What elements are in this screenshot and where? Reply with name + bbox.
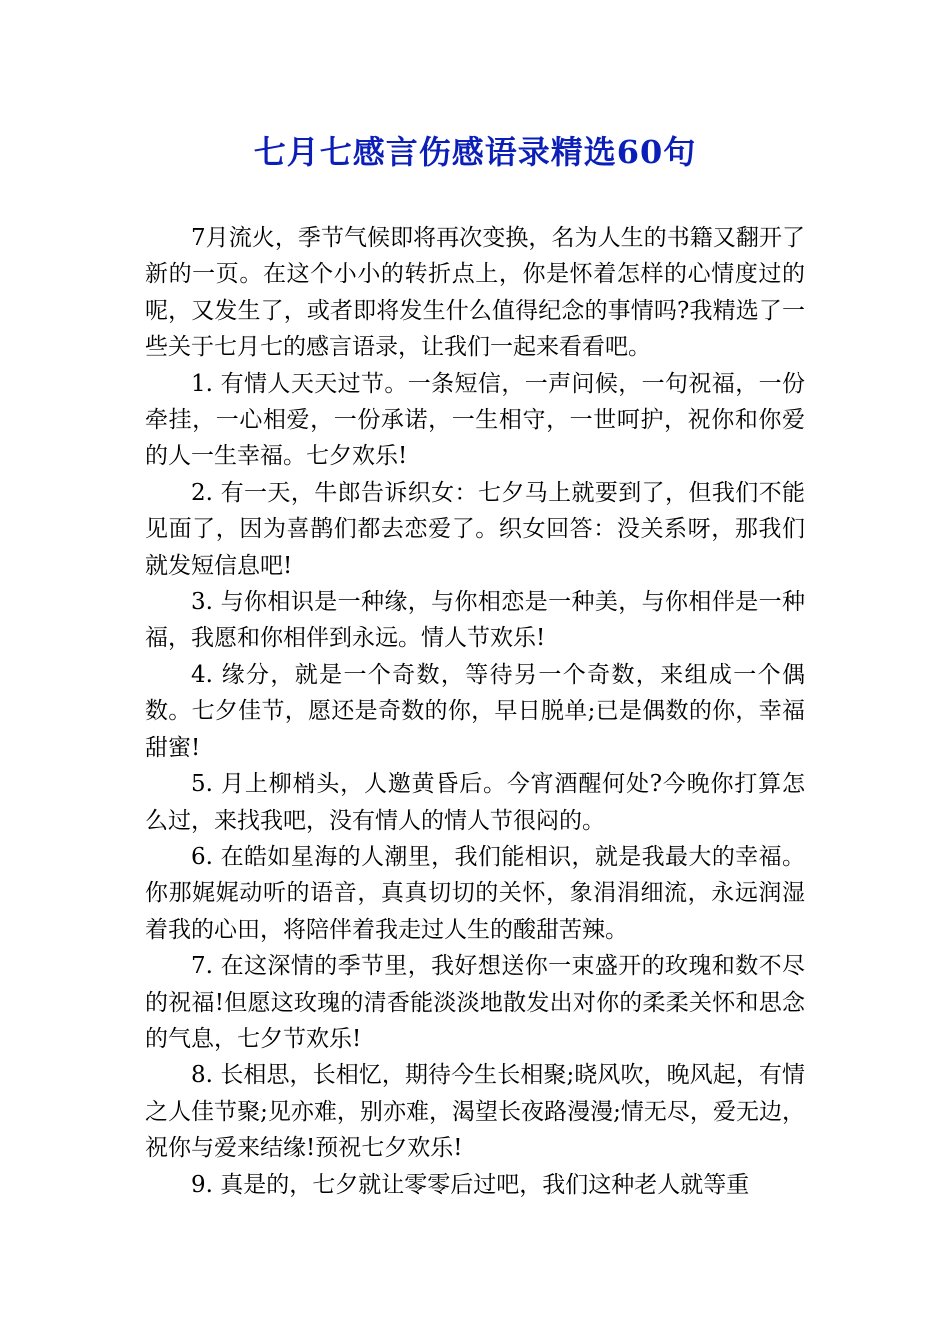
- intro-paragraph: 7月流火，季节气候即将再次变换，名为人生的书籍又翻开了新的一页。在这个小小的转折点上，你是怀着怎样的心情度过的呢，又发生了，或者即将发生什么值得纪念的事情吗?我精选了一些关于七月七的感言语录，让我们一起来看看吧。: [145, 225, 805, 361]
- quote-paragraph: 1. 有情人天天过节。一条短信，一声问候，一句祝福，一份牵挂，一心相爱，一份承诺，一生相守，一世呵护，祝你和你爱的人一生幸福。七夕欢乐!: [145, 370, 805, 470]
- quote-paragraph: 4. 缘分，就是一个奇数，等待另一个奇数，来组成一个偶数。七夕佳节，愿还是奇数的你，早日脱单;已是偶数的你，幸福甜蜜!: [145, 661, 805, 761]
- quote-paragraph: 5. 月上柳梢头，人邀黄昏后。今宵酒醒何处?今晚你打算怎么过，来找我吧，没有情人的情人节很闷的。: [145, 771, 805, 834]
- quote-paragraph: 2. 有一天，牛郎告诉织女：七夕马上就要到了，但我们不能见面了，因为喜鹊们都去恋爱了。织女回答：没关系呀，那我们就发短信息吧!: [145, 479, 805, 579]
- quote-paragraph: 6. 在皓如星海的人潮里，我们能相识，就是我最大的幸福。你那娓娓动听的语音，真真切切的关怀，象涓涓细流，永远润湿着我的心田，将陪伴着我走过人生的酸甜苦辣。: [145, 843, 805, 943]
- quote-paragraph: 8. 长相思，长相忆，期待今生长相聚;晓风吹，晚风起，有情之人佳节聚;见亦难，别亦难，渴望长夜路漫漫;情无尽，爱无边，祝你与爱来结缘!预祝七夕欢乐!: [145, 1062, 805, 1162]
- quote-paragraph: 9. 真是的，七夕就让零零后过吧，我们这种老人就等重: [191, 1171, 750, 1198]
- quote-paragraph: 7. 在这深情的季节里，我好想送你一束盛开的玫瑰和数不尽的祝福!但愿这玫瑰的清香能淡淡地散发出对你的柔柔关怀和思念的气息，七夕节欢乐!: [145, 953, 805, 1052]
- document-body: [145, 220, 805, 1203]
- quote-paragraph: 3. 与你相识是一种缘，与你相恋是一种美，与你相伴是一种福，我愿和你相伴到永远。情人节欢乐!: [145, 589, 805, 652]
- document-title: 七月七感言伤感语录精选60句: [253, 133, 697, 171]
